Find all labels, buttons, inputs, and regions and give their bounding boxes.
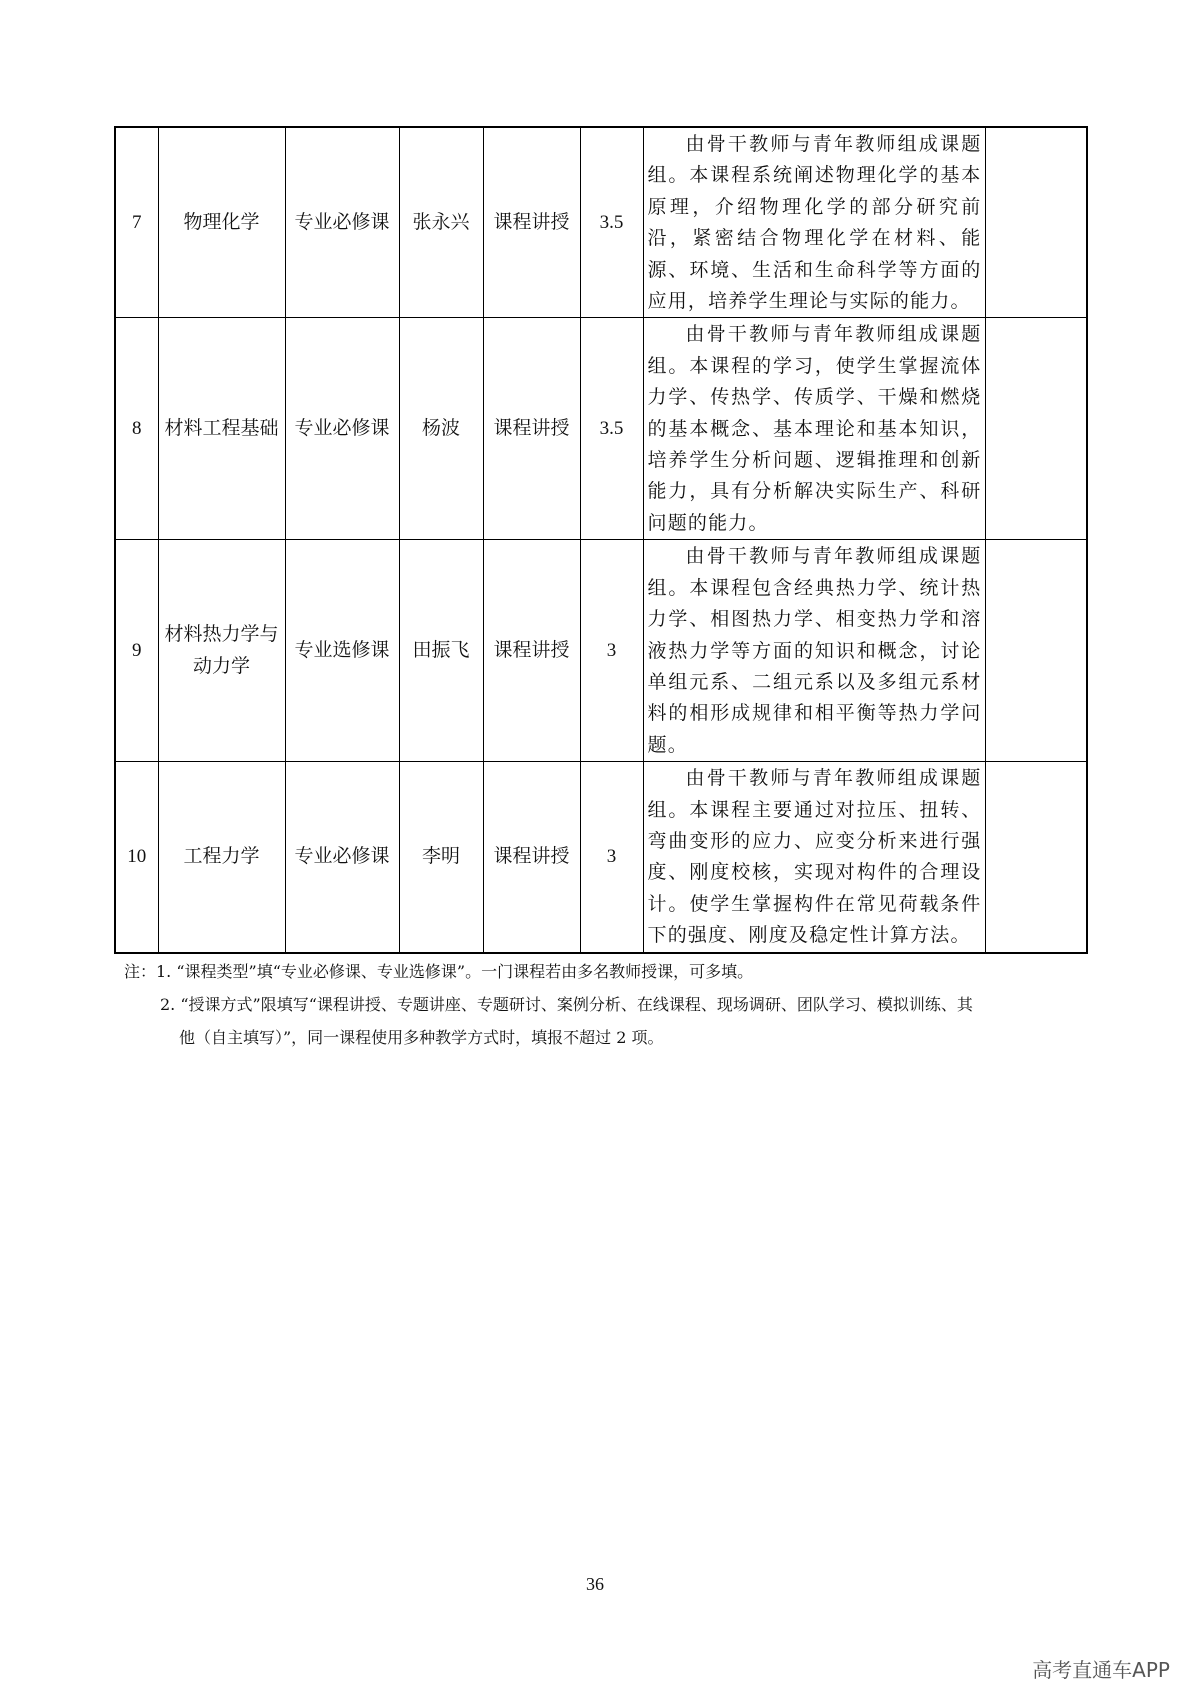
course-credit: 3 (580, 540, 643, 762)
teacher-name: 李明 (399, 762, 483, 953)
row-number: 9 (115, 540, 158, 762)
course-type: 专业必修课 (285, 762, 399, 953)
table-row (115, 762, 1087, 953)
teaching-method: 课程讲授 (483, 540, 580, 762)
course-name: 物理化学 (158, 127, 285, 318)
course-type: 专业必修课 (285, 127, 399, 318)
teaching-method: 课程讲授 (483, 127, 580, 318)
note-line-3: 他（自主填写）”，同一课程使用多种教学方式时，填报不超过 2 项。 (179, 1028, 664, 1047)
course-table (114, 126, 1088, 954)
teaching-method: 课程讲授 (483, 762, 580, 953)
remarks-cell (985, 762, 1087, 953)
row-number: 7 (115, 127, 158, 318)
course-credit: 3.5 (580, 127, 643, 318)
note-line-1: 注：1. “课程类型”填“专业必修课、专业选修课”。一门课程若由多名教师授课，可多填。 (124, 962, 754, 981)
course-credit: 3.5 (580, 318, 643, 540)
course-name: 材料热力学与动力学 (158, 540, 285, 762)
table-row (115, 318, 1087, 540)
course-description: 由骨干教师与青年教师组成课题组。本课程包含经典热力学、统计热力学、相图热力学、相变热力学和溶液热力学等方面的知识和概念，讨论单组元系、二组元系以及多组元系材料的相形成规律和相平衡等热力学问题。 (643, 540, 985, 762)
row-number: 8 (115, 318, 158, 540)
teaching-method: 课程讲授 (483, 318, 580, 540)
teacher-name: 杨波 (399, 318, 483, 540)
course-description: 由骨干教师与青年教师组成课题组。本课程主要通过对拉压、扭转、弯曲变形的应力、应变分析来进行强度、刚度校核，实现对构件的合理设计。使学生掌握构件在常见荷载条件下的强度、刚度及稳定性计算方法。 (643, 762, 985, 953)
course-type: 专业选修课 (285, 540, 399, 762)
remarks-cell (985, 540, 1087, 762)
course-name: 材料工程基础 (158, 318, 285, 540)
table-row (115, 540, 1087, 762)
remarks-cell (985, 127, 1087, 318)
row-number: 10 (115, 762, 158, 953)
table-row (115, 127, 1087, 318)
note-line-2: 2. “授课方式”限填写“课程讲授、专题讲座、专题研讨、案例分析、在线课程、现场调研、团队学习、模拟训练、其 (160, 995, 973, 1014)
course-description: 由骨干教师与青年教师组成课题组。本课程系统阐述物理化学的基本原理，介绍物理化学的部分研究前沿，紧密结合物理化学在材料、能源、环境、生活和生命科学等方面的应用，培养学生理论与实际的能力。 (643, 127, 985, 318)
course-type: 专业必修课 (285, 318, 399, 540)
remarks-cell (985, 318, 1087, 540)
course-description: 由骨干教师与青年教师组成课题组。本课程的学习，使学生掌握流体力学、传热学、传质学、干燥和燃烧的基本概念、基本理论和基本知识，培养学生分析问题、逻辑推理和创新能力，具有分析解决实际生产、科研问题的能力。 (643, 318, 985, 540)
teacher-name: 田振飞 (399, 540, 483, 762)
course-name: 工程力学 (158, 762, 285, 953)
page-number: 36 (586, 1574, 604, 1594)
app-watermark: 高考直通车APP (1032, 1658, 1170, 1682)
teacher-name: 张永兴 (399, 127, 483, 318)
course-credit: 3 (580, 762, 643, 953)
table-notes (124, 955, 1084, 1054)
